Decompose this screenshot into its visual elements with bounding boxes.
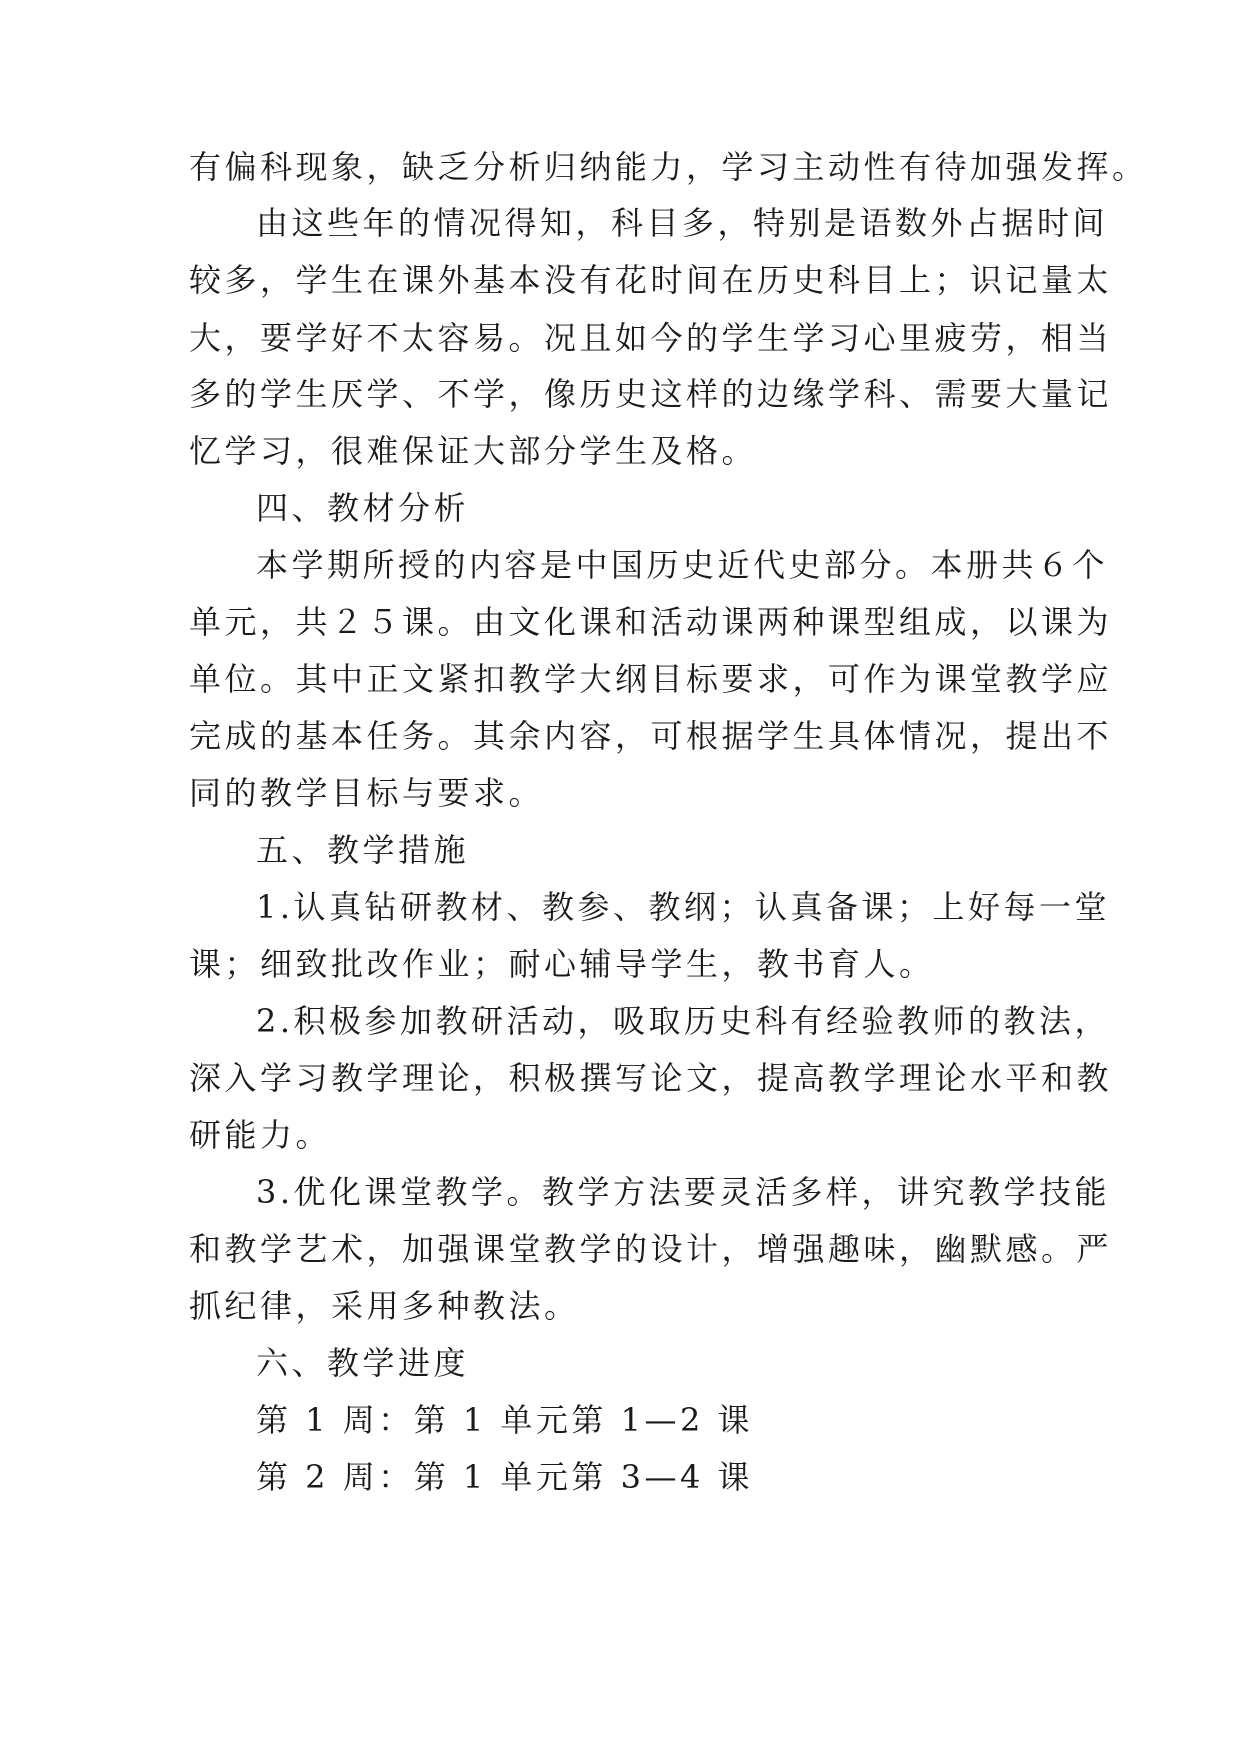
- text-line: 同的教学目标与要求。: [189, 774, 545, 812]
- section-heading: 六、教学进度: [256, 1344, 470, 1382]
- text-line: 深入学习教学理论，积极撰写论文，提高教学理论水平和教: [189, 1059, 1113, 1097]
- list-item-first-line: 1.认真钻研教材、教参、教纲；认真备课；上好每一堂: [256, 888, 1111, 926]
- text-line: 多的学生厌学、不学，像历史这样的边缘学科、需要大量记: [189, 375, 1113, 413]
- schedule-line: 第 1 周：第 1 单元第 1—2 课: [256, 1401, 753, 1439]
- text-line: 单位。其中正文紧扣教学大纲目标要求，可作为课堂教学应: [189, 660, 1113, 698]
- section-heading: 四、教材分析: [256, 489, 470, 527]
- schedule-line: 第 2 周：第 1 单元第 3—4 课: [256, 1458, 753, 1496]
- list-item-first-line: 2.积极参加教研活动，吸取历史科有经验教师的教法，: [256, 1002, 1111, 1040]
- text-line: 和教学艺术，加强课堂教学的设计，增强趣味，幽默感。严: [189, 1230, 1113, 1268]
- section-heading: 五、教学措施: [256, 831, 470, 869]
- text-line: 抓纪律，采用多种教法。: [189, 1287, 580, 1325]
- text-line: 有偏科现象，缺乏分析归纳能力，学习主动性有待加强发挥。: [189, 148, 1148, 186]
- paragraph-first-line: 由这些年的情况得知，科目多，特别是语数外占据时间: [256, 204, 1109, 242]
- list-item-first-line: 3.优化课堂教学。教学方法要灵活多样，讲究教学技能: [256, 1173, 1111, 1211]
- text-line: 忆学习，很难保证大部分学生及格。: [189, 432, 758, 470]
- text-line: 完成的基本任务。其余内容，可根据学生具体情况，提出不: [189, 717, 1113, 755]
- text-line: 课；细致批改作业；耐心辅导学生，教书育人。: [189, 945, 935, 983]
- paragraph-first-line: 本学期所授的内容是中国历史近代史部分。本册共６个: [256, 546, 1109, 584]
- text-line: 单元，共２５课。由文化课和活动课两种课型组成，以课为: [189, 603, 1113, 641]
- text-line: 较多，学生在课外基本没有花时间在历史科目上；识记量太: [189, 261, 1113, 299]
- text-line: 研能力。: [189, 1116, 332, 1154]
- text-line: 大，要学好不太容易。况且如今的学生学习心里疲劳，相当: [189, 319, 1113, 357]
